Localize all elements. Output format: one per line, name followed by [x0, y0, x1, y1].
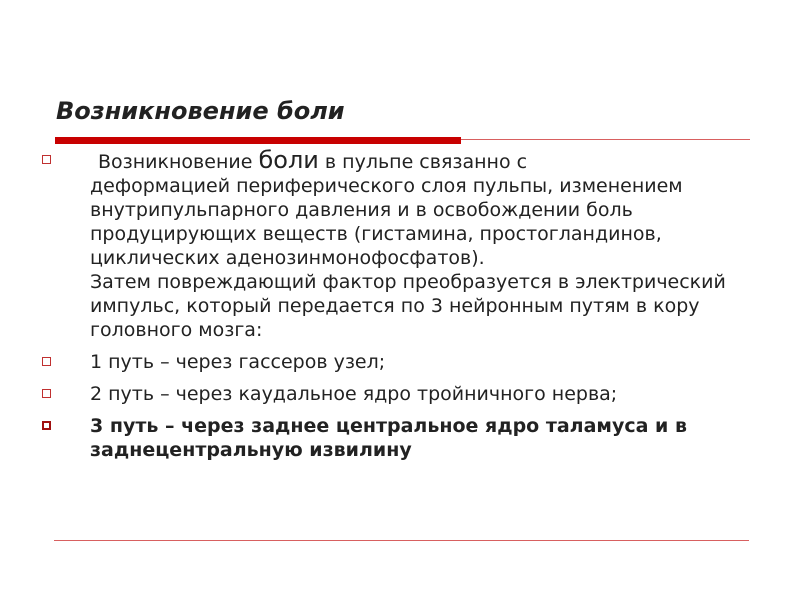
bullet-text: 2 путь – через каудальное ядро тройничного нерва; [90, 383, 618, 405]
square-bullet-icon [42, 389, 51, 398]
bullet-emphasis-word: боли [258, 146, 319, 174]
title-underline [55, 137, 461, 144]
square-bullet-icon [42, 155, 51, 164]
list-item [40, 414, 760, 462]
square-bullet-icon [42, 421, 51, 430]
bullet-text: 1 путь – через гассеров узел; [90, 351, 386, 373]
list-item [40, 148, 760, 342]
bullet-list [40, 148, 760, 470]
square-bullet-icon [42, 357, 51, 366]
list-item [40, 350, 760, 374]
bullet-lead-tail: в пульпе связанно с [318, 151, 528, 173]
bullet-first-line [90, 148, 760, 174]
bullet-lead-text: Возникновение [98, 151, 259, 173]
bullet-text-bold: 3 путь – через заднее центральное ядро таламуса и в заднецентральную извилину [90, 415, 687, 461]
slide-title: Возникновение боли [56, 97, 345, 125]
bullet-body-text: деформацией периферического слоя пульпы, изменением внутрипульпарного давления и в освобождении боль продуцирующих веществ (гистамина, простогландинов, циклических аденозинмонофосфатов). [90, 175, 683, 269]
footer-divider [54, 540, 749, 541]
list-item [40, 382, 760, 406]
title-rule-extension [461, 139, 750, 140]
bullet-continuation-text: Затем повреждающий фактор преобразуется в электрический импульс, который передается по 3 нейронным путям в кору головного мозга: [90, 271, 726, 341]
